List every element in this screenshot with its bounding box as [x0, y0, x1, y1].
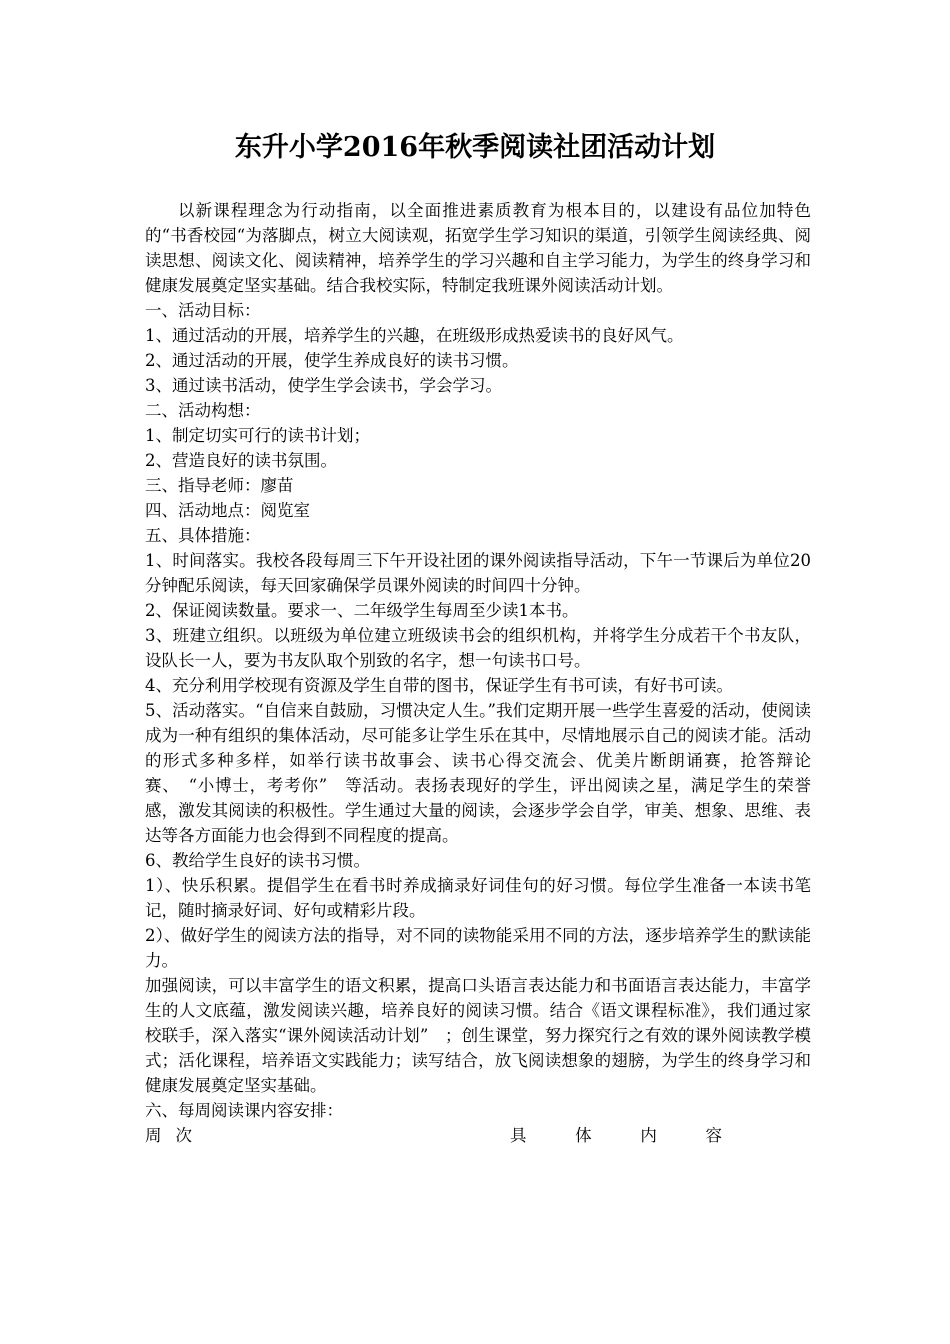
schedule-heading: 六、每周阅读课内容安排：: [145, 1101, 343, 1120]
content-header-char: 容: [705, 1126, 722, 1145]
content-column-header: [510, 1123, 722, 1148]
measure-item: 1、时间落实。我校各段每周三下午开设社团的课外阅读指导活动，下午一节课后为单位20分钟配乐阅读，每天回家确保学员课外阅读的时间四十分钟。: [145, 551, 811, 595]
measure-item: 2、保证阅读数量。要求一、二年级学生每周至少读1本书。: [145, 601, 579, 620]
goal-item: 1、通过活动的开展，培养学生的兴趣，在班级形成热爱读书的良好风气。: [145, 326, 684, 345]
measure-item: 5、活动落实。“自信来自鼓励，习惯决定人生。”我们定期开展一些学生喜爱的活动，使阅读成为一种有组织的集体活动，尽可能多让学生乐在其中，尽情地展示自己的阅读才能。活动的形式多种多样，如举行读书故事会、读书心得交流会、优美片断朗诵赛，抢答辩论赛、 “小博士，考考你” 等活动。表扬表现好的学生，评出阅读之星，满足学生的荣誉感，激发其阅读的积极性。学生通过大量的阅读，会逐步学会自学，审美、想象、思维、表达等各方面能力也会得到不同程度的提高。: [145, 701, 811, 845]
measure-item: 3、班建立组织。以班级为单位建立班级读书会的组织机构，并将学生分成若干个书友队，设队长一人，要为书友队取个别致的名字，想一句读书口号。: [145, 626, 811, 670]
measure-item: 4、充分利用学校现有资源及学生自带的图书，保证学生有书可读，有好书可读。: [145, 676, 733, 695]
document-body: [145, 198, 811, 1148]
content-header-char: 具: [510, 1126, 527, 1145]
idea-heading: 二、活动构想：: [145, 401, 261, 420]
measure-item: 1）、快乐积累。提倡学生在看书时养成摘录好词佳句的好习惯。每位学生准备一本读书笔记，随时摘录好词、好句或精彩片段。: [145, 876, 811, 920]
teacher-line: 三、指导老师：廖苗: [145, 476, 294, 495]
week-column-header: 周次: [145, 1126, 206, 1145]
measure-item: 6、教给学生良好的读书习惯。: [145, 851, 370, 870]
goal-heading: 一、活动目标：: [145, 301, 261, 320]
document-title: 东升小学2016年秋季阅读社团活动计划: [234, 132, 716, 163]
goal-item: 2、通过活动的开展，使学生养成良好的读书习惯。: [145, 351, 519, 370]
location-line: 四、活动地点：阅览室: [145, 501, 310, 520]
content-header-char: 体: [575, 1126, 592, 1145]
schedule-table-header: [145, 1123, 811, 1148]
measure-item: 加强阅读，可以丰富学生的语文积累，提高口头语言表达能力和书面语言表达能力，丰富学生的人文底蕴，激发阅读兴趣，培养良好的阅读习惯。结合《语文课程标准》，我们通过家校联手，深入落实“课外阅读活动计划” ；创生课堂，努力探究行之有效的课外阅读教学模式；活化课程，培养语文实践能力；读写结合，放飞阅读想象的翅膀，为学生的终身学习和健康发展奠定坚实基础。: [145, 976, 811, 1095]
intro-paragraph: 以新课程理念为行动指南，以全面推进素质教育为根本目的，以建设有品位加特色的“书香校园“为落脚点，树立大阅读观，拓宽学生学习知识的渠道，引领学生阅读经典、阅读思想、阅读文化、阅读精神，培养学生的学习兴趣和自主学习能力，为学生的终身学习和健康发展奠定坚实基础。结合我校实际，特制定我班课外阅读活动计划。: [145, 201, 811, 295]
measure-item: 2）、做好学生的阅读方法的指导，对不同的读物能采用不同的方法，逐步培养学生的默读能力。: [145, 926, 811, 970]
idea-item: 2、营造良好的读书氛围。: [145, 451, 337, 470]
idea-item: 1、制定切实可行的读书计划；: [145, 426, 370, 445]
measures-heading: 五、具体措施：: [145, 526, 261, 545]
content-header-char: 内: [640, 1126, 657, 1145]
goal-item: 3、通过读书活动，使学生学会读书，学会学习。: [145, 376, 502, 395]
